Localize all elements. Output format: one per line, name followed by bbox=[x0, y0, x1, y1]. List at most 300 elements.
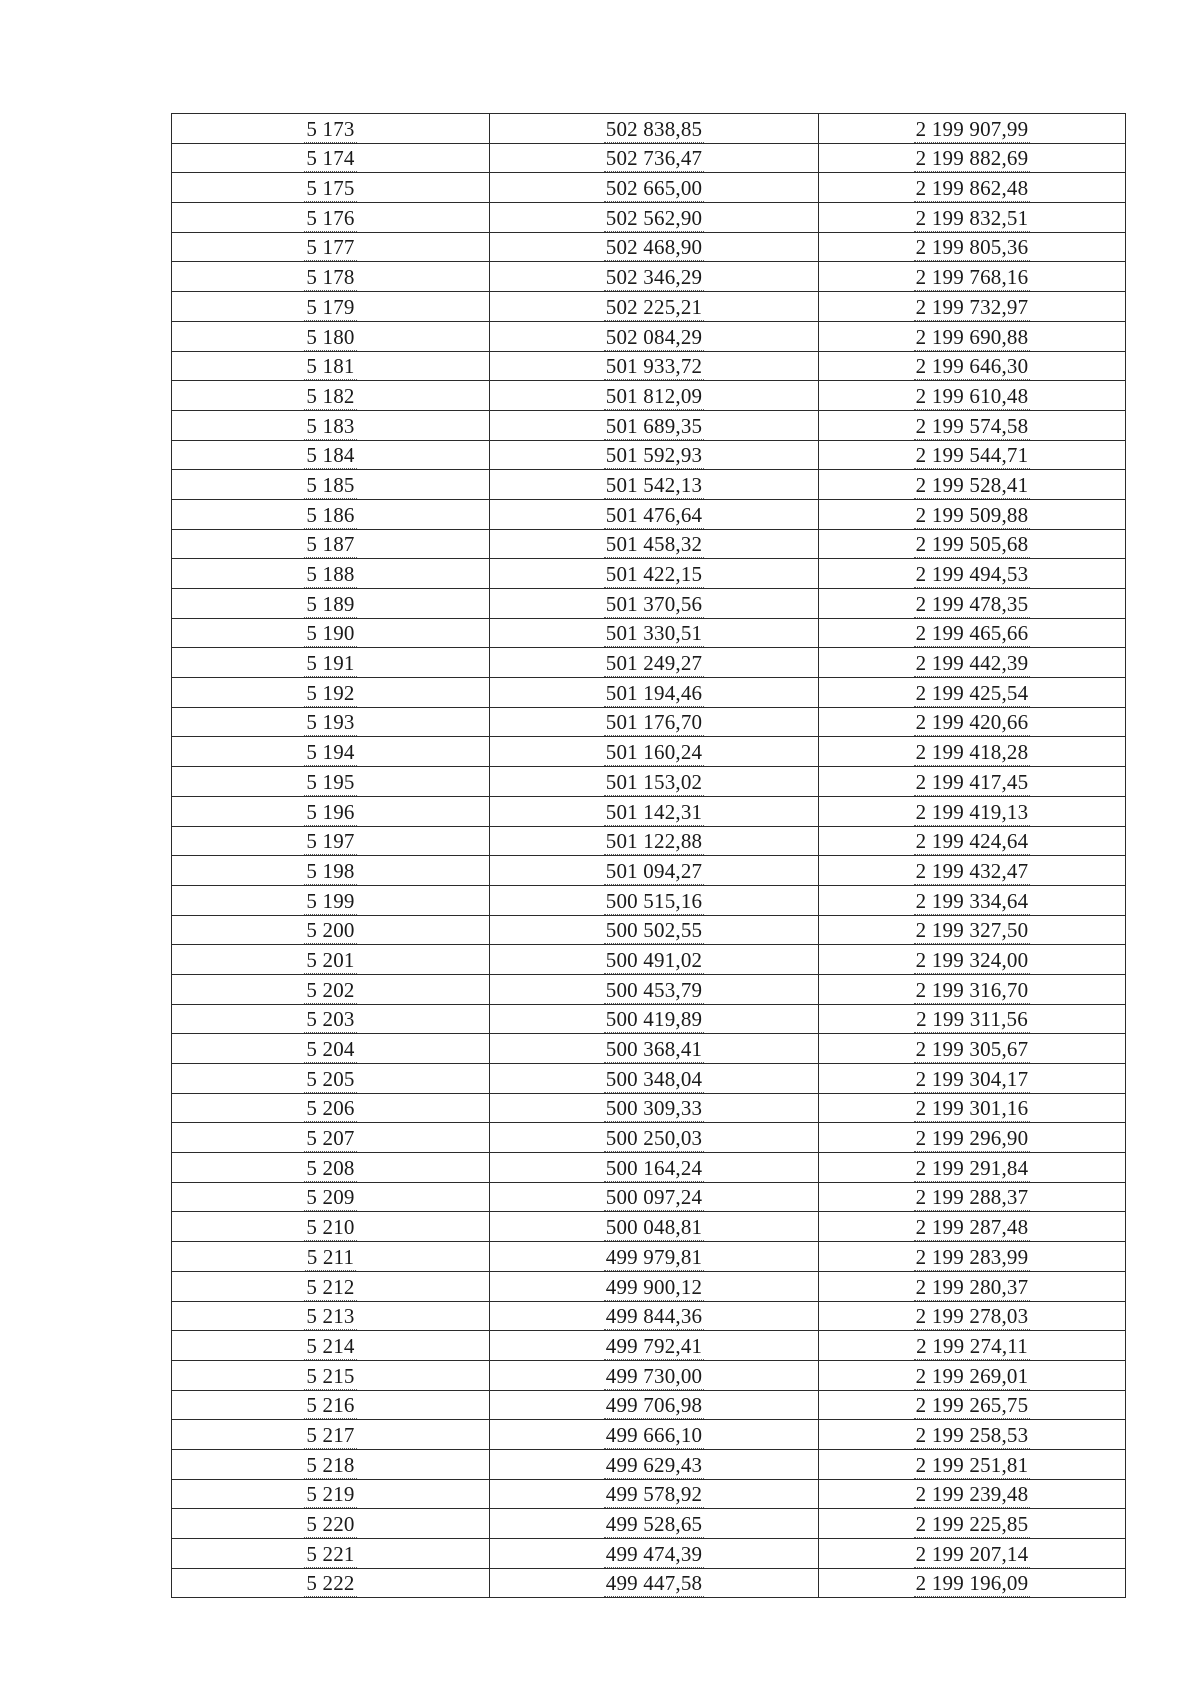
document-page bbox=[171, 113, 1125, 1598]
point-number-cell bbox=[172, 470, 490, 500]
table-row bbox=[172, 499, 1126, 529]
table-row bbox=[172, 678, 1126, 708]
table-row bbox=[172, 1034, 1126, 1064]
x-coordinate-cell bbox=[490, 351, 819, 381]
point-number-cell bbox=[172, 1004, 490, 1034]
point-number-cell bbox=[172, 1539, 490, 1569]
table-row bbox=[172, 648, 1126, 678]
x-coordinate-cell bbox=[490, 648, 819, 678]
table-row bbox=[172, 915, 1126, 945]
point-number-cell bbox=[172, 1420, 490, 1450]
table-row bbox=[172, 1212, 1126, 1242]
y-coordinate-text: 2 199 327,50 bbox=[915, 918, 1029, 943]
y-coordinate-cell bbox=[819, 1301, 1126, 1331]
x-coordinate-cell bbox=[490, 1242, 819, 1272]
table-row bbox=[172, 1509, 1126, 1539]
y-coordinate-text: 2 199 862,48 bbox=[915, 176, 1029, 201]
x-coordinate-cell bbox=[490, 737, 819, 767]
point-number-text: 5 195 bbox=[306, 769, 355, 794]
table-row bbox=[172, 856, 1126, 886]
table-row bbox=[172, 529, 1126, 559]
table-row bbox=[172, 974, 1126, 1004]
table-row bbox=[172, 114, 1126, 144]
y-coordinate-cell bbox=[819, 1420, 1126, 1450]
y-coordinate-text: 2 199 425,54 bbox=[915, 680, 1029, 705]
y-coordinate-text: 2 199 301,16 bbox=[915, 1096, 1029, 1121]
coordinates-table bbox=[171, 113, 1126, 1598]
table-row bbox=[172, 945, 1126, 975]
y-coordinate-cell bbox=[819, 856, 1126, 886]
table-row bbox=[172, 737, 1126, 767]
y-coordinate-cell bbox=[819, 173, 1126, 203]
y-coordinate-cell bbox=[819, 1064, 1126, 1094]
point-number-cell bbox=[172, 856, 490, 886]
x-coordinate-cell bbox=[490, 262, 819, 292]
x-coordinate-cell bbox=[490, 1271, 819, 1301]
y-coordinate-text: 2 199 278,03 bbox=[915, 1304, 1029, 1329]
y-coordinate-cell bbox=[819, 292, 1126, 322]
x-coordinate-cell bbox=[490, 440, 819, 470]
x-coordinate-text: 500 250,03 bbox=[605, 1126, 703, 1151]
x-coordinate-cell bbox=[490, 1123, 819, 1153]
x-coordinate-text: 501 592,93 bbox=[605, 443, 703, 468]
x-coordinate-text: 500 164,24 bbox=[605, 1155, 703, 1180]
x-coordinate-cell bbox=[490, 796, 819, 826]
y-coordinate-cell bbox=[819, 826, 1126, 856]
y-coordinate-text: 2 199 291,84 bbox=[915, 1155, 1029, 1180]
table-row bbox=[172, 262, 1126, 292]
x-coordinate-cell bbox=[490, 1360, 819, 1390]
y-coordinate-cell bbox=[819, 1479, 1126, 1509]
point-number-text: 5 221 bbox=[306, 1541, 355, 1566]
point-number-cell bbox=[172, 143, 490, 173]
x-coordinate-text: 501 812,09 bbox=[605, 383, 703, 408]
point-number-cell bbox=[172, 915, 490, 945]
y-coordinate-text: 2 199 288,37 bbox=[915, 1185, 1029, 1210]
table-row bbox=[172, 1242, 1126, 1272]
point-number-text: 5 197 bbox=[306, 829, 355, 854]
x-coordinate-text: 500 048,81 bbox=[605, 1215, 703, 1240]
y-coordinate-text: 2 199 418,28 bbox=[915, 740, 1029, 765]
y-coordinate-cell bbox=[819, 114, 1126, 144]
point-number-cell bbox=[172, 1568, 490, 1598]
point-number-cell bbox=[172, 321, 490, 351]
y-coordinate-cell bbox=[819, 678, 1126, 708]
y-coordinate-text: 2 199 287,48 bbox=[915, 1215, 1029, 1240]
y-coordinate-cell bbox=[819, 648, 1126, 678]
x-coordinate-cell bbox=[490, 529, 819, 559]
x-coordinate-text: 501 160,24 bbox=[605, 740, 703, 765]
x-coordinate-text: 500 348,04 bbox=[605, 1066, 703, 1091]
y-coordinate-text: 2 199 528,41 bbox=[915, 472, 1029, 497]
point-number-text: 5 178 bbox=[306, 265, 355, 290]
point-number-text: 5 188 bbox=[306, 562, 355, 586]
table-row bbox=[172, 351, 1126, 381]
y-coordinate-text: 2 199 251,81 bbox=[915, 1452, 1029, 1477]
x-coordinate-text: 501 249,27 bbox=[605, 651, 703, 676]
point-number-text: 5 206 bbox=[306, 1096, 355, 1121]
x-coordinate-cell bbox=[490, 470, 819, 500]
y-coordinate-text: 2 199 424,64 bbox=[915, 829, 1029, 854]
point-number-cell bbox=[172, 826, 490, 856]
x-coordinate-cell bbox=[490, 292, 819, 322]
point-number-cell bbox=[172, 1212, 490, 1242]
point-number-cell bbox=[172, 796, 490, 826]
y-coordinate-text: 2 199 805,36 bbox=[915, 235, 1029, 260]
table-row bbox=[172, 618, 1126, 648]
point-number-text: 5 219 bbox=[306, 1482, 355, 1507]
y-coordinate-text: 2 199 258,53 bbox=[915, 1422, 1029, 1447]
point-number-text: 5 214 bbox=[306, 1333, 355, 1358]
x-coordinate-text: 499 706,98 bbox=[605, 1393, 703, 1418]
y-coordinate-text: 2 199 432,47 bbox=[915, 858, 1029, 883]
x-coordinate-cell bbox=[490, 1420, 819, 1450]
y-coordinate-cell bbox=[819, 232, 1126, 262]
point-number-cell bbox=[172, 1093, 490, 1123]
y-coordinate-cell bbox=[819, 529, 1126, 559]
point-number-text: 5 175 bbox=[306, 176, 355, 201]
point-number-cell bbox=[172, 1479, 490, 1509]
y-coordinate-cell bbox=[819, 1331, 1126, 1361]
point-number-text: 5 187 bbox=[306, 532, 355, 557]
y-coordinate-text: 2 199 690,88 bbox=[915, 324, 1029, 349]
table-row bbox=[172, 707, 1126, 737]
y-coordinate-cell bbox=[819, 796, 1126, 826]
table-row bbox=[172, 826, 1126, 856]
x-coordinate-cell bbox=[490, 1093, 819, 1123]
point-number-text: 5 185 bbox=[306, 472, 355, 497]
x-coordinate-cell bbox=[490, 1331, 819, 1361]
x-coordinate-cell bbox=[490, 1509, 819, 1539]
point-number-cell bbox=[172, 559, 490, 589]
x-coordinate-text: 501 122,88 bbox=[605, 829, 703, 854]
x-coordinate-cell bbox=[490, 1034, 819, 1064]
x-coordinate-cell bbox=[490, 915, 819, 945]
point-number-cell bbox=[172, 1242, 490, 1272]
y-coordinate-text: 2 199 316,70 bbox=[915, 977, 1029, 1002]
point-number-cell bbox=[172, 945, 490, 975]
point-number-text: 5 189 bbox=[306, 591, 355, 616]
point-number-cell bbox=[172, 1360, 490, 1390]
point-number-text: 5 200 bbox=[306, 918, 355, 943]
point-number-text: 5 184 bbox=[306, 443, 355, 468]
x-coordinate-text: 501 176,70 bbox=[605, 710, 703, 735]
y-coordinate-cell bbox=[819, 1182, 1126, 1212]
table-row bbox=[172, 885, 1126, 915]
x-coordinate-text: 502 838,85 bbox=[605, 116, 703, 141]
y-coordinate-cell bbox=[819, 351, 1126, 381]
x-coordinate-text: 502 346,29 bbox=[605, 265, 703, 290]
x-coordinate-cell bbox=[490, 945, 819, 975]
point-number-cell bbox=[172, 440, 490, 470]
point-number-text: 5 208 bbox=[306, 1155, 355, 1180]
y-coordinate-text: 2 199 882,69 bbox=[915, 146, 1029, 171]
x-coordinate-cell bbox=[490, 499, 819, 529]
point-number-text: 5 192 bbox=[306, 680, 355, 705]
table-row bbox=[172, 1271, 1126, 1301]
y-coordinate-text: 2 199 732,97 bbox=[915, 294, 1029, 319]
point-number-cell bbox=[172, 1034, 490, 1064]
x-coordinate-text: 501 542,13 bbox=[605, 472, 703, 497]
y-coordinate-cell bbox=[819, 1568, 1126, 1598]
point-number-text: 5 198 bbox=[306, 858, 355, 883]
y-coordinate-cell bbox=[819, 1242, 1126, 1272]
point-number-text: 5 176 bbox=[306, 205, 355, 230]
point-number-text: 5 196 bbox=[306, 799, 355, 824]
x-coordinate-text: 500 515,16 bbox=[605, 888, 703, 913]
point-number-cell bbox=[172, 618, 490, 648]
table-row bbox=[172, 559, 1126, 589]
table-row bbox=[172, 143, 1126, 173]
x-coordinate-cell bbox=[490, 381, 819, 411]
x-coordinate-text: 499 792,41 bbox=[605, 1333, 703, 1358]
x-coordinate-cell bbox=[490, 678, 819, 708]
point-number-cell bbox=[172, 1301, 490, 1331]
y-coordinate-cell bbox=[819, 559, 1126, 589]
table-row bbox=[172, 292, 1126, 322]
point-number-text: 5 177 bbox=[306, 235, 355, 260]
table-row bbox=[172, 173, 1126, 203]
point-number-text: 5 217 bbox=[306, 1422, 355, 1447]
y-coordinate-cell bbox=[819, 1271, 1126, 1301]
table-row bbox=[172, 1153, 1126, 1183]
table-row bbox=[172, 321, 1126, 351]
point-number-text: 5 205 bbox=[306, 1066, 355, 1091]
table-row bbox=[172, 796, 1126, 826]
y-coordinate-cell bbox=[819, 945, 1126, 975]
point-number-text: 5 193 bbox=[306, 710, 355, 735]
point-number-text: 5 186 bbox=[306, 502, 355, 527]
point-number-cell bbox=[172, 1064, 490, 1094]
y-coordinate-text: 2 199 509,88 bbox=[915, 502, 1029, 527]
x-coordinate-cell bbox=[490, 1301, 819, 1331]
point-number-cell bbox=[172, 173, 490, 203]
point-number-cell bbox=[172, 885, 490, 915]
x-coordinate-text: 499 844,36 bbox=[605, 1304, 703, 1329]
y-coordinate-cell bbox=[819, 499, 1126, 529]
x-coordinate-text: 499 979,81 bbox=[605, 1244, 703, 1269]
y-coordinate-cell bbox=[819, 1449, 1126, 1479]
y-coordinate-cell bbox=[819, 1509, 1126, 1539]
y-coordinate-text: 2 199 420,66 bbox=[915, 710, 1029, 735]
point-number-cell bbox=[172, 1390, 490, 1420]
x-coordinate-cell bbox=[490, 1004, 819, 1034]
x-coordinate-text: 501 142,31 bbox=[605, 799, 703, 824]
point-number-cell bbox=[172, 262, 490, 292]
table-row bbox=[172, 470, 1126, 500]
y-coordinate-text: 2 199 334,64 bbox=[915, 888, 1029, 913]
point-number-text: 5 222 bbox=[306, 1571, 355, 1596]
y-coordinate-text: 2 199 768,16 bbox=[915, 265, 1029, 290]
point-number-text: 5 194 bbox=[306, 740, 355, 765]
y-coordinate-text: 2 199 544,71 bbox=[915, 443, 1029, 468]
x-coordinate-text: 501 422,15 bbox=[605, 562, 703, 586]
x-coordinate-cell bbox=[490, 767, 819, 797]
point-number-text: 5 179 bbox=[306, 294, 355, 319]
point-number-text: 5 216 bbox=[306, 1393, 355, 1418]
point-number-text: 5 218 bbox=[306, 1452, 355, 1477]
x-coordinate-text: 500 368,41 bbox=[605, 1037, 703, 1061]
x-coordinate-text: 500 097,24 bbox=[605, 1185, 703, 1210]
x-coordinate-text: 502 468,90 bbox=[605, 235, 703, 260]
y-coordinate-cell bbox=[819, 321, 1126, 351]
y-coordinate-text: 2 199 832,51 bbox=[915, 205, 1029, 230]
y-coordinate-text: 2 199 274,11 bbox=[916, 1333, 1028, 1358]
y-coordinate-text: 2 199 207,14 bbox=[915, 1541, 1029, 1566]
x-coordinate-cell bbox=[490, 1182, 819, 1212]
y-coordinate-cell bbox=[819, 262, 1126, 292]
table-row bbox=[172, 1390, 1126, 1420]
table-row bbox=[172, 232, 1126, 262]
y-coordinate-text: 2 199 646,30 bbox=[915, 354, 1029, 379]
point-number-cell bbox=[172, 1509, 490, 1539]
point-number-text: 5 215 bbox=[306, 1363, 355, 1388]
x-coordinate-cell bbox=[490, 203, 819, 233]
table-row bbox=[172, 410, 1126, 440]
table-row bbox=[172, 1360, 1126, 1390]
point-number-cell bbox=[172, 648, 490, 678]
y-coordinate-cell bbox=[819, 767, 1126, 797]
point-number-cell bbox=[172, 203, 490, 233]
point-number-cell bbox=[172, 529, 490, 559]
point-number-cell bbox=[172, 707, 490, 737]
table-row bbox=[172, 1331, 1126, 1361]
x-coordinate-cell bbox=[490, 1212, 819, 1242]
table-row bbox=[172, 1182, 1126, 1212]
table-row bbox=[172, 1123, 1126, 1153]
x-coordinate-text: 502 084,29 bbox=[605, 324, 703, 349]
y-coordinate-text: 2 199 574,58 bbox=[915, 413, 1029, 438]
point-number-cell bbox=[172, 232, 490, 262]
point-number-cell bbox=[172, 767, 490, 797]
y-coordinate-text: 2 199 907,99 bbox=[915, 116, 1029, 141]
point-number-text: 5 203 bbox=[306, 1007, 355, 1032]
y-coordinate-cell bbox=[819, 1034, 1126, 1064]
table-row bbox=[172, 1539, 1126, 1569]
x-coordinate-text: 501 933,72 bbox=[605, 354, 703, 379]
x-coordinate-text: 499 578,92 bbox=[605, 1482, 703, 1507]
point-number-cell bbox=[172, 114, 490, 144]
x-coordinate-cell bbox=[490, 114, 819, 144]
table-row bbox=[172, 1568, 1126, 1598]
point-number-cell bbox=[172, 410, 490, 440]
x-coordinate-cell bbox=[490, 618, 819, 648]
point-number-text: 5 191 bbox=[306, 651, 355, 676]
point-number-cell bbox=[172, 1153, 490, 1183]
y-coordinate-text: 2 199 239,48 bbox=[915, 1482, 1029, 1507]
x-coordinate-cell bbox=[490, 559, 819, 589]
table-row bbox=[172, 767, 1126, 797]
y-coordinate-text: 2 199 610,48 bbox=[915, 383, 1029, 408]
x-coordinate-text: 499 666,10 bbox=[605, 1422, 703, 1447]
point-number-cell bbox=[172, 1449, 490, 1479]
point-number-text: 5 211 bbox=[306, 1244, 355, 1269]
x-coordinate-cell bbox=[490, 1479, 819, 1509]
y-coordinate-cell bbox=[819, 440, 1126, 470]
x-coordinate-cell bbox=[490, 1153, 819, 1183]
point-number-text: 5 204 bbox=[306, 1037, 355, 1061]
x-coordinate-cell bbox=[490, 321, 819, 351]
x-coordinate-cell bbox=[490, 1390, 819, 1420]
x-coordinate-text: 499 900,12 bbox=[605, 1274, 703, 1299]
y-coordinate-cell bbox=[819, 381, 1126, 411]
table-row bbox=[172, 1004, 1126, 1034]
point-number-text: 5 201 bbox=[306, 947, 355, 972]
y-coordinate-text: 2 199 478,35 bbox=[915, 591, 1029, 616]
point-number-text: 5 174 bbox=[306, 146, 355, 171]
y-coordinate-cell bbox=[819, 1390, 1126, 1420]
point-number-cell bbox=[172, 589, 490, 619]
x-coordinate-text: 501 094,27 bbox=[605, 858, 703, 883]
x-coordinate-cell bbox=[490, 232, 819, 262]
point-number-cell bbox=[172, 351, 490, 381]
table-row bbox=[172, 1064, 1126, 1094]
point-number-cell bbox=[172, 1271, 490, 1301]
point-number-cell bbox=[172, 381, 490, 411]
x-coordinate-text: 501 194,46 bbox=[605, 680, 703, 705]
point-number-cell bbox=[172, 1331, 490, 1361]
point-number-text: 5 202 bbox=[306, 977, 355, 1002]
coordinates-table-body bbox=[172, 114, 1126, 1598]
x-coordinate-text: 501 370,56 bbox=[605, 591, 703, 616]
y-coordinate-text: 2 199 225,85 bbox=[915, 1512, 1029, 1536]
point-number-cell bbox=[172, 1123, 490, 1153]
y-coordinate-cell bbox=[819, 470, 1126, 500]
point-number-text: 5 181 bbox=[306, 354, 355, 379]
y-coordinate-text: 2 199 442,39 bbox=[915, 651, 1029, 676]
point-number-text: 5 220 bbox=[306, 1512, 355, 1536]
y-coordinate-text: 2 199 465,66 bbox=[915, 621, 1029, 646]
x-coordinate-text: 501 330,51 bbox=[605, 621, 703, 646]
y-coordinate-cell bbox=[819, 974, 1126, 1004]
y-coordinate-text: 2 199 304,17 bbox=[915, 1066, 1029, 1091]
x-coordinate-text: 500 453,79 bbox=[605, 977, 703, 1002]
table-row bbox=[172, 1301, 1126, 1331]
x-coordinate-text: 499 730,00 bbox=[605, 1363, 703, 1388]
point-number-cell bbox=[172, 974, 490, 1004]
y-coordinate-cell bbox=[819, 885, 1126, 915]
x-coordinate-cell bbox=[490, 589, 819, 619]
x-coordinate-cell bbox=[490, 1539, 819, 1569]
y-coordinate-text: 2 199 324,00 bbox=[915, 947, 1029, 972]
y-coordinate-cell bbox=[819, 1212, 1126, 1242]
y-coordinate-cell bbox=[819, 1360, 1126, 1390]
x-coordinate-cell bbox=[490, 885, 819, 915]
y-coordinate-text: 2 199 419,13 bbox=[915, 799, 1029, 824]
table-row bbox=[172, 203, 1126, 233]
x-coordinate-cell bbox=[490, 974, 819, 1004]
table-row bbox=[172, 440, 1126, 470]
y-coordinate-text: 2 199 494,53 bbox=[915, 562, 1029, 586]
y-coordinate-cell bbox=[819, 1004, 1126, 1034]
y-coordinate-cell bbox=[819, 410, 1126, 440]
point-number-text: 5 213 bbox=[306, 1304, 355, 1329]
point-number-cell bbox=[172, 499, 490, 529]
x-coordinate-text: 499 629,43 bbox=[605, 1452, 703, 1477]
y-coordinate-cell bbox=[819, 1153, 1126, 1183]
x-coordinate-cell bbox=[490, 856, 819, 886]
x-coordinate-cell bbox=[490, 143, 819, 173]
table-row bbox=[172, 1093, 1126, 1123]
y-coordinate-text: 2 199 196,09 bbox=[915, 1571, 1029, 1596]
x-coordinate-text: 502 736,47 bbox=[605, 146, 703, 171]
x-coordinate-text: 499 447,58 bbox=[605, 1571, 703, 1596]
y-coordinate-cell bbox=[819, 737, 1126, 767]
table-row bbox=[172, 1479, 1126, 1509]
y-coordinate-text: 2 199 417,45 bbox=[915, 769, 1029, 794]
y-coordinate-cell bbox=[819, 1093, 1126, 1123]
y-coordinate-text: 2 199 305,67 bbox=[915, 1037, 1029, 1061]
